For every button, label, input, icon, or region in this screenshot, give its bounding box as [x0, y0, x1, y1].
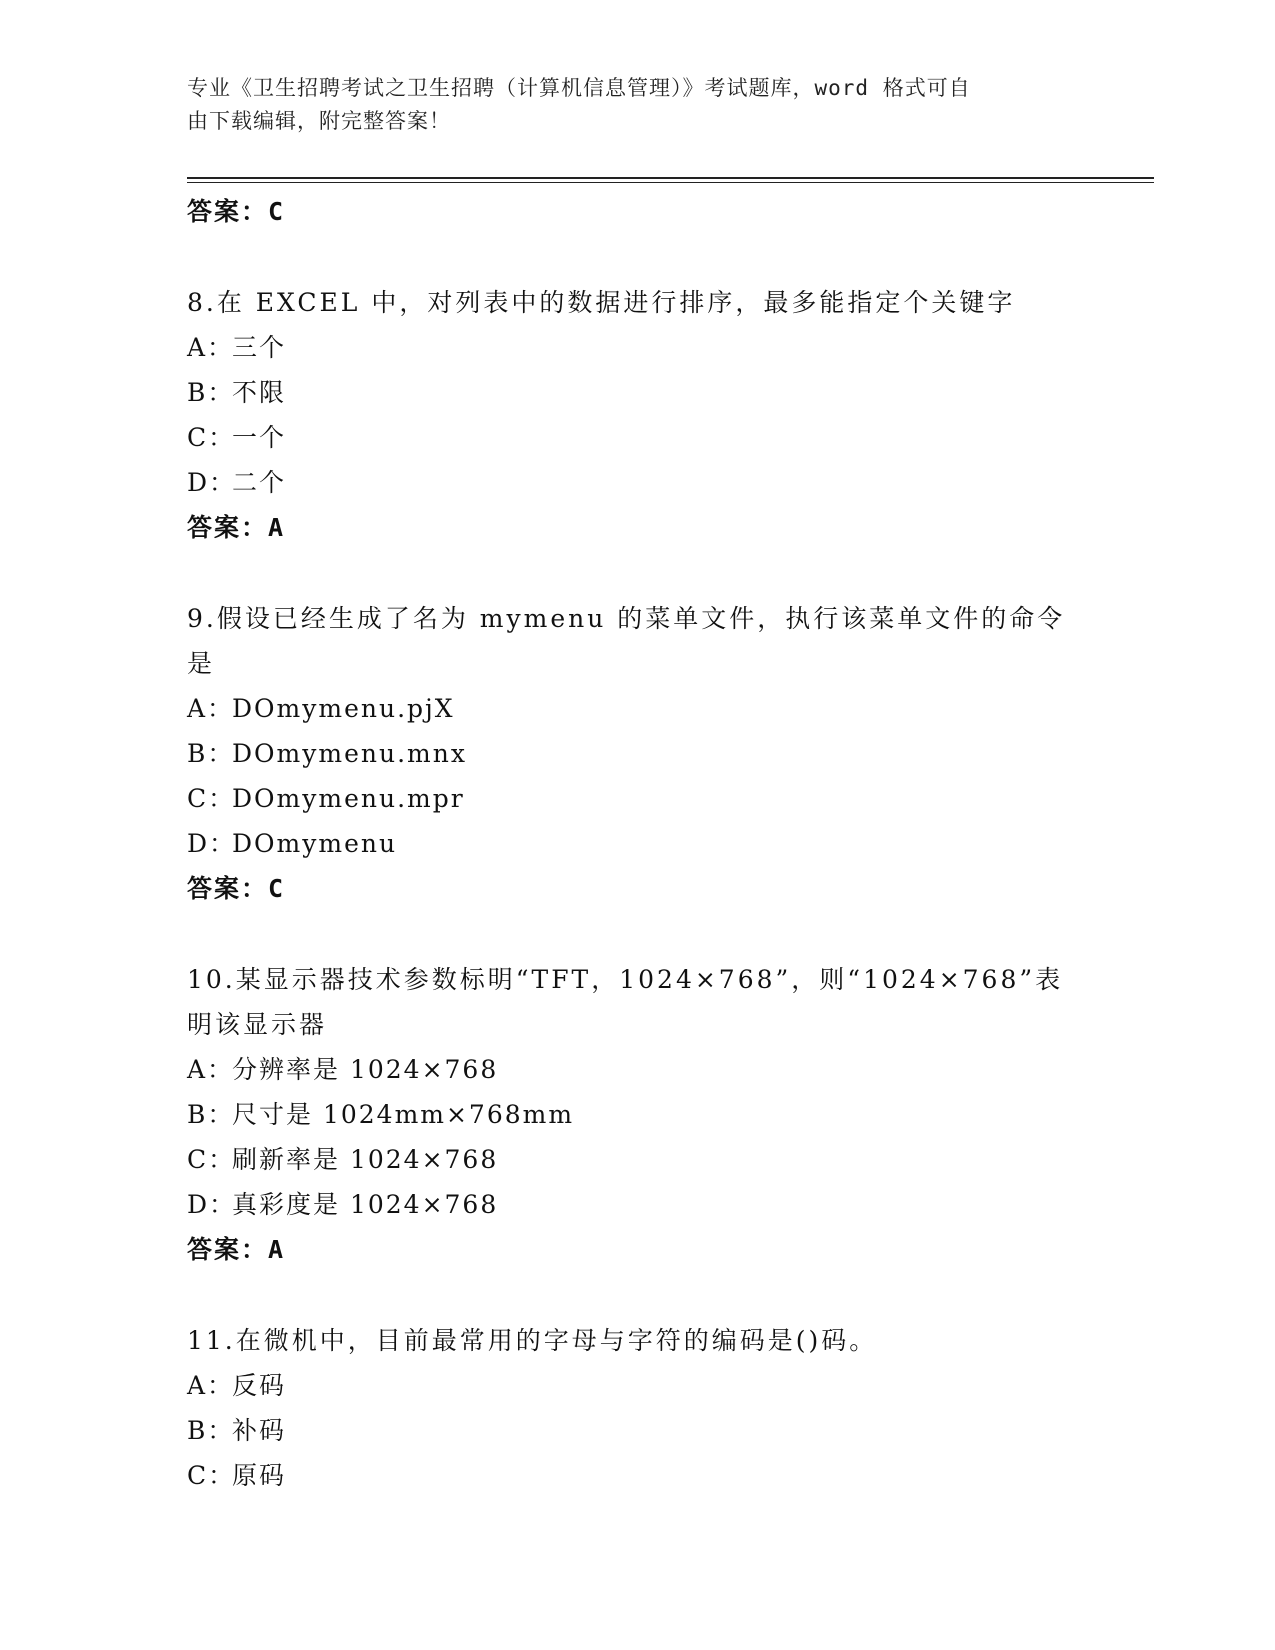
option-label: C： [187, 1145, 236, 1174]
header-line-2: 由下载编辑，附完整答案！ [187, 109, 451, 133]
option-label: D： [187, 829, 237, 858]
answer-line: 答案：C [187, 874, 286, 903]
option-c [187, 415, 1087, 460]
option-text: 尺寸是 1024mm×768mm [232, 1100, 575, 1129]
option-text: DOmymenu.pjX [232, 694, 455, 723]
question-block [187, 596, 1087, 911]
option-text: 分辨率是 1024×768 [232, 1055, 499, 1084]
option-c [187, 1453, 1087, 1498]
option-a [187, 1047, 1087, 1092]
option-text: DOmymenu.mnx [232, 739, 467, 768]
question-text: 8.在 EXCEL 中，对列表中的数据进行排序，最多能指定个关键字 [187, 288, 1016, 317]
option-c [187, 1137, 1087, 1182]
option-text: 三个 [232, 333, 287, 362]
spacer [187, 550, 1087, 596]
question-text-line-1: 10.某显示器技术参数标明“TFT，1024×768”，则“1024×768”表 [187, 965, 1064, 994]
option-label: B： [187, 1100, 235, 1129]
option-text: 真彩度是 1024×768 [232, 1190, 499, 1219]
option-label: B： [187, 378, 235, 407]
option-label: C： [187, 423, 236, 452]
option-text: 原码 [232, 1461, 287, 1490]
question-text-line-2: 明该显示器 [187, 1010, 328, 1039]
answer-line: 答案：A [187, 513, 286, 542]
answer-line: 答案：A [187, 1235, 286, 1264]
option-text: 反码 [232, 1371, 287, 1400]
option-label: D： [187, 1190, 237, 1219]
question-block [187, 280, 1087, 550]
option-text: 补码 [232, 1416, 287, 1445]
option-label: B： [187, 1416, 235, 1445]
question-list [187, 189, 1087, 1498]
option-label: A： [187, 694, 235, 723]
option-label: B： [187, 739, 235, 768]
option-a [187, 325, 1087, 370]
option-text: DOmymenu.mpr [232, 784, 465, 813]
option-b [187, 1408, 1087, 1453]
document-header [187, 72, 1067, 138]
option-a [187, 686, 1087, 731]
question-block [187, 1318, 1087, 1498]
option-b [187, 1092, 1087, 1137]
option-d [187, 1182, 1087, 1227]
option-d [187, 460, 1087, 505]
question-text: 9.假设已经生成了名为 mymenu 的菜单文件，执行该菜单文件的命令是 [187, 604, 1066, 678]
option-label: D： [187, 468, 237, 497]
spacer [187, 1272, 1087, 1318]
option-b [187, 370, 1087, 415]
spacer [187, 911, 1087, 957]
option-text: 不限 [232, 378, 287, 407]
option-a [187, 1363, 1087, 1408]
option-b [187, 731, 1087, 776]
option-label: A： [187, 333, 235, 362]
header-divider-thick [187, 177, 1154, 179]
header-line-1: 专业《卫生招聘考试之卫生招聘（计算机信息管理）》考试题库，word 格式可自 [187, 76, 971, 100]
option-text: 刷新率是 1024×768 [232, 1145, 499, 1174]
question-block [187, 957, 1087, 1272]
option-d [187, 821, 1087, 866]
spacer [187, 234, 1087, 280]
option-label: C： [187, 1461, 236, 1490]
header-divider-thin [187, 182, 1154, 183]
option-label: A： [187, 1055, 235, 1084]
question-text: 11.在微机中，目前最常用的字母与字符的编码是()码。 [187, 1326, 878, 1355]
option-c [187, 776, 1087, 821]
option-text: 一个 [232, 423, 287, 452]
option-text: DOmymenu [232, 829, 398, 858]
option-text: 二个 [232, 468, 287, 497]
answer-line: 答案：C [187, 197, 286, 226]
option-label: C： [187, 784, 236, 813]
option-label: A： [187, 1371, 235, 1400]
